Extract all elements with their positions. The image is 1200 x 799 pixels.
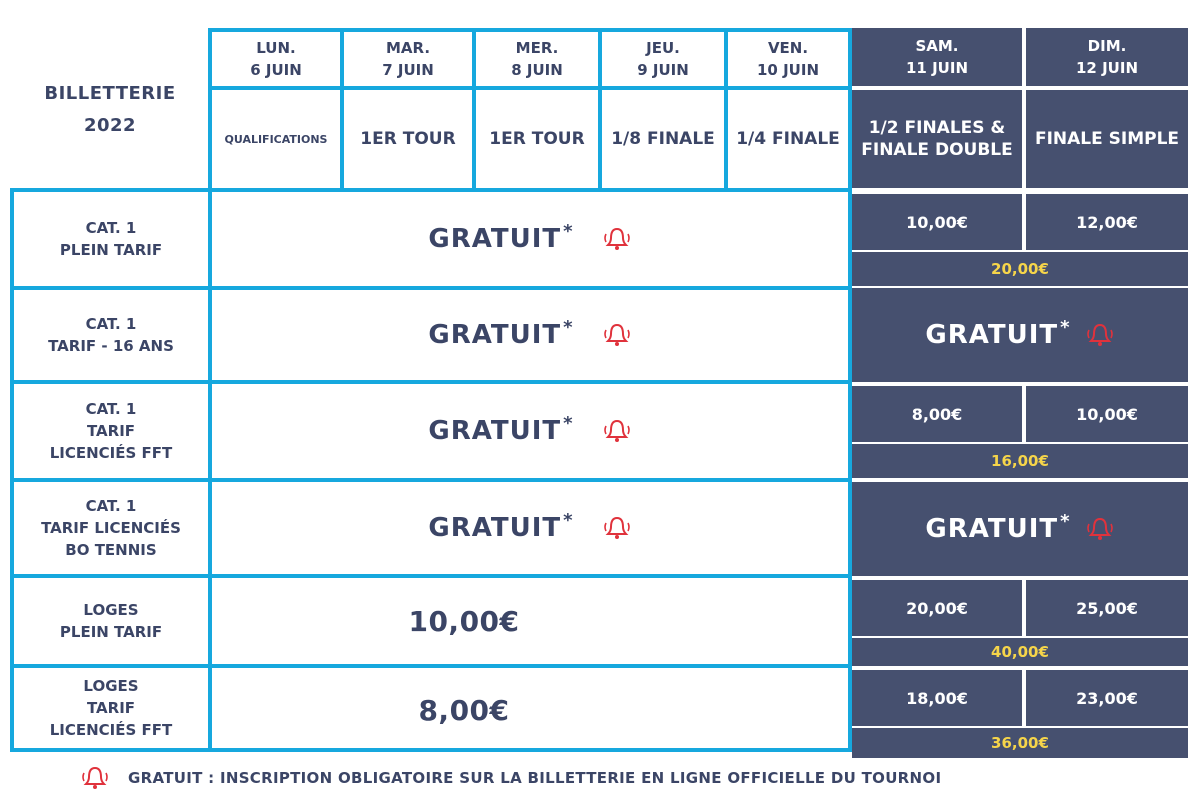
sat-price-loges-fft: 18,00€ [852, 670, 1022, 726]
footer-note [80, 764, 1180, 792]
row-label-cat1-fft [14, 384, 208, 478]
round-semi-final-double [852, 90, 1022, 188]
row-label-cat1-under16 [14, 290, 208, 380]
row-label-loges-full [14, 578, 208, 664]
weekday-price-cat1-under16 [212, 290, 848, 380]
day-date: 9 JUIN [637, 61, 689, 79]
day-name: MER. [515, 39, 559, 57]
asterisk: * [563, 509, 574, 531]
day-header-wed [476, 32, 598, 86]
day-date: 11 JUIN [906, 59, 968, 77]
weekend-price-cat1-under16 [852, 288, 1188, 382]
bell-icon [1085, 322, 1115, 348]
day-name: SAM. [915, 37, 959, 55]
sun-price-loges-fft: 23,00€ [1026, 670, 1188, 726]
weekend-price-cat1-bo-tennis [852, 482, 1188, 576]
bell-icon [1085, 516, 1115, 542]
day-name: LUN. [256, 39, 296, 57]
asterisk: * [1060, 510, 1071, 532]
round-line: FINALE DOUBLE [861, 140, 1013, 160]
day-date: 10 JUIN [757, 61, 819, 79]
day-header-fri [728, 32, 848, 86]
ticketing-title [10, 60, 210, 160]
weekday-price-loges-full: 10,00€ [408, 604, 520, 638]
day-name: JEU. [646, 39, 680, 57]
asterisk: * [563, 412, 574, 434]
sun-price-cat1-fft: 10,00€ [1026, 386, 1188, 442]
round-quarter-final: 1/4 FINALE [736, 129, 840, 149]
title-line2: 2022 [83, 115, 137, 136]
day-header-thu [602, 32, 724, 86]
free-label: GRATUIT [428, 320, 562, 350]
title-line1: BILLETTERIE [44, 83, 176, 104]
day-date: 6 JUIN [250, 61, 302, 79]
label-line: LOGES [83, 601, 139, 619]
day-name: VEN. [767, 39, 809, 57]
day-name: DIM. [1087, 37, 1127, 55]
bell-icon [602, 515, 632, 541]
sat-price-cat1-fft: 8,00€ [852, 386, 1022, 442]
day-date: 12 JUIN [1076, 59, 1138, 77]
label-line: LICENCIÉS FFT [49, 721, 173, 739]
day-date: 7 JUIN [382, 61, 434, 79]
label-line: TARIF - 16 ANS [48, 337, 174, 355]
free-label: GRATUIT [925, 514, 1059, 544]
weekend-combo-cat1-full: 20,00€ [852, 252, 1188, 286]
label-line: CAT. 1 [85, 497, 137, 515]
bell-icon [80, 765, 110, 791]
label-line: LOGES [83, 677, 139, 695]
bell-icon [602, 418, 632, 444]
row-label-cat1-full [14, 192, 208, 286]
asterisk: * [563, 220, 574, 242]
label-line: BO TENNIS [65, 541, 157, 559]
free-label: GRATUIT [428, 513, 562, 543]
bell-icon [602, 322, 632, 348]
round-line: 1/2 FINALES & [868, 118, 1006, 138]
round-first-tour: 1ER TOUR [489, 129, 585, 149]
label-line: PLEIN TARIF [59, 623, 163, 641]
free-label: GRATUIT [428, 416, 562, 446]
weekend-combo-cat1-fft: 16,00€ [852, 444, 1188, 478]
day-header-tue [344, 32, 472, 86]
weekday-price-loges-fft: 8,00€ [418, 693, 510, 727]
label-line: TARIF [86, 699, 136, 717]
footer-text: GRATUIT : INSCRIPTION OBLIGATOIRE SUR LA BILLETTERIE EN LIGNE OFFICIELLE DU TOURNOI [128, 769, 942, 787]
day-name: MAR. [385, 39, 431, 57]
row-label-cat1-bo-tennis [14, 482, 208, 574]
day-header-mon [212, 32, 340, 86]
day-header-sun [1026, 28, 1188, 86]
sun-price-cat1-full: 12,00€ [1026, 194, 1188, 250]
label-line: CAT. 1 [85, 219, 137, 237]
free-label: GRATUIT [925, 320, 1059, 350]
asterisk: * [1060, 316, 1071, 338]
weekday-price-cat1-fft [212, 384, 848, 478]
weekday-price-cat1-bo-tennis [212, 482, 848, 574]
weekend-combo-loges-full: 40,00€ [852, 638, 1188, 666]
day-date: 8 JUIN [511, 61, 563, 79]
round-eighth-final: 1/8 FINALE [611, 129, 715, 149]
asterisk: * [563, 316, 574, 338]
label-line: CAT. 1 [85, 315, 137, 333]
round-qualifications: QUALIFICATIONS [224, 132, 328, 146]
bell-icon [602, 226, 632, 252]
label-line: TARIF [86, 422, 136, 440]
round-first-tour: 1ER TOUR [360, 129, 456, 149]
label-line: TARIF LICENCIÉS [41, 519, 181, 537]
weekday-price-cat1-full [212, 192, 848, 286]
day-header-sat [852, 28, 1022, 86]
weekend-combo-loges-fft: 36,00€ [852, 728, 1188, 758]
label-line: LICENCIÉS FFT [49, 444, 173, 462]
free-label: GRATUIT [428, 224, 562, 254]
sun-price-loges-full: 25,00€ [1026, 580, 1188, 636]
label-line: CAT. 1 [85, 400, 137, 418]
round-final-singles: FINALE SIMPLE [1026, 90, 1188, 188]
label-line: PLEIN TARIF [59, 241, 163, 259]
row-label-loges-fft [14, 668, 208, 748]
sat-price-cat1-full: 10,00€ [852, 194, 1022, 250]
sat-price-loges-full: 20,00€ [852, 580, 1022, 636]
